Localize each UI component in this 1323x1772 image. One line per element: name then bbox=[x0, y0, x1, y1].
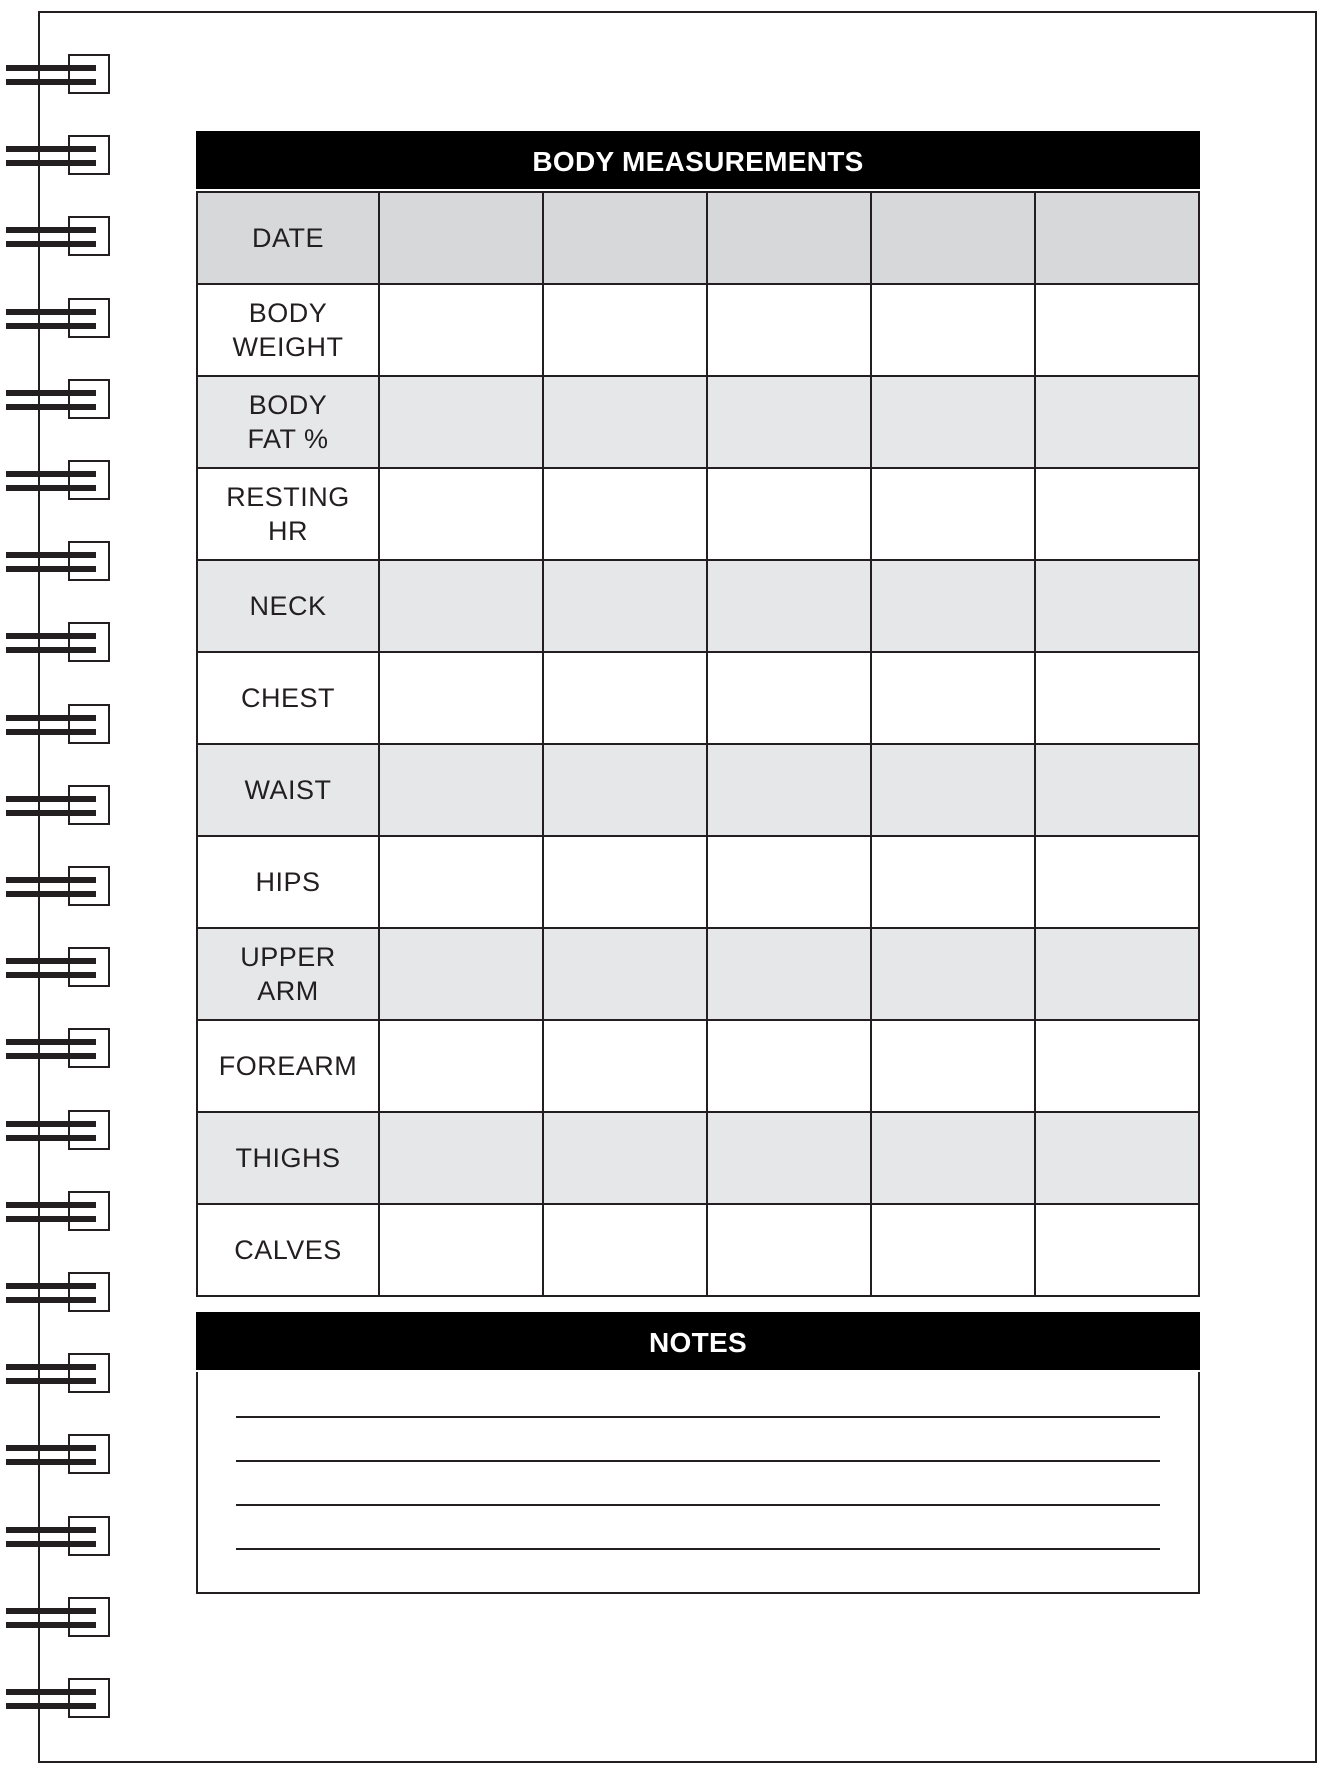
entry-cell[interactable] bbox=[1035, 928, 1199, 1020]
ring-wire bbox=[6, 729, 96, 735]
ring-wire bbox=[6, 404, 96, 410]
ring-wire bbox=[6, 1135, 96, 1141]
measurement-row bbox=[197, 560, 1199, 652]
entry-cell[interactable] bbox=[379, 468, 543, 560]
row-label bbox=[197, 1112, 379, 1204]
row-label-line: FOREARM bbox=[218, 1051, 358, 1081]
entry-cell[interactable] bbox=[707, 744, 871, 836]
entry-cell[interactable] bbox=[543, 1020, 707, 1112]
entry-cell[interactable] bbox=[543, 652, 707, 744]
ring-wire bbox=[6, 1689, 96, 1695]
ring-wire bbox=[6, 1541, 96, 1547]
entry-cell[interactable] bbox=[871, 284, 1035, 376]
entry-cell[interactable] bbox=[543, 744, 707, 836]
measurement-row bbox=[197, 928, 1199, 1020]
ring-wire bbox=[6, 647, 96, 653]
row-label-line: HR bbox=[268, 516, 308, 546]
entry-cell[interactable] bbox=[707, 192, 871, 284]
measurements-table bbox=[196, 191, 1200, 1297]
row-label bbox=[197, 744, 379, 836]
entry-cell[interactable] bbox=[379, 1204, 543, 1296]
ring-wire bbox=[6, 1608, 96, 1614]
row-label-line: NECK bbox=[249, 591, 327, 621]
ring-wire bbox=[6, 633, 96, 639]
ring-wire bbox=[6, 810, 96, 816]
binding-ring bbox=[6, 52, 114, 98]
ring-wire bbox=[6, 891, 96, 897]
entry-cell[interactable] bbox=[707, 376, 871, 468]
ring-wire bbox=[6, 1703, 96, 1709]
ring-wire bbox=[6, 1378, 96, 1384]
entry-cell[interactable] bbox=[543, 376, 707, 468]
measurement-row bbox=[197, 652, 1199, 744]
ring-hole bbox=[68, 1110, 110, 1150]
binding-ring bbox=[6, 1676, 114, 1722]
ring-wire bbox=[6, 1121, 96, 1127]
entry-cell[interactable] bbox=[1035, 1112, 1199, 1204]
entry-cell[interactable] bbox=[379, 928, 543, 1020]
row-label-line: BODY bbox=[248, 298, 328, 328]
ring-wire bbox=[6, 309, 96, 315]
binding-ring bbox=[6, 377, 114, 423]
ring-hole bbox=[68, 541, 110, 581]
entry-cell[interactable] bbox=[707, 652, 871, 744]
entry-cell[interactable] bbox=[1035, 1204, 1199, 1296]
entry-cell[interactable] bbox=[1035, 560, 1199, 652]
notes-title: NOTES bbox=[196, 1312, 1200, 1370]
entry-cell[interactable] bbox=[871, 192, 1035, 284]
notes-line bbox=[236, 1504, 1160, 1506]
notes-line bbox=[236, 1416, 1160, 1418]
row-label-line: CHEST bbox=[240, 683, 335, 713]
ring-wire bbox=[6, 1216, 96, 1222]
binding-ring bbox=[6, 1108, 114, 1154]
ring-wire bbox=[6, 146, 96, 152]
row-label bbox=[197, 928, 379, 1020]
measurement-row bbox=[197, 1204, 1199, 1296]
entry-cell[interactable] bbox=[1035, 1020, 1199, 1112]
entry-cell[interactable] bbox=[1035, 836, 1199, 928]
row-label bbox=[197, 192, 379, 284]
ring-wire bbox=[6, 1039, 96, 1045]
row-label-line: FAT % bbox=[247, 424, 329, 454]
ring-hole bbox=[68, 947, 110, 987]
ring-hole bbox=[68, 1434, 110, 1474]
binding-ring bbox=[6, 1026, 114, 1072]
binding-ring bbox=[6, 1351, 114, 1397]
ring-wire bbox=[6, 877, 96, 883]
ring-wire bbox=[6, 485, 96, 491]
binding-ring bbox=[6, 133, 114, 179]
entry-cell[interactable] bbox=[1035, 192, 1199, 284]
ring-hole bbox=[68, 704, 110, 744]
entry-cell[interactable] bbox=[871, 468, 1035, 560]
entry-cell[interactable] bbox=[379, 192, 543, 284]
entry-cell[interactable] bbox=[379, 652, 543, 744]
notes-area[interactable] bbox=[196, 1372, 1200, 1594]
binding-ring bbox=[6, 702, 114, 748]
row-label bbox=[197, 836, 379, 928]
entry-cell[interactable] bbox=[871, 928, 1035, 1020]
entry-cell[interactable] bbox=[379, 560, 543, 652]
ring-hole bbox=[68, 785, 110, 825]
row-label-line: WAIST bbox=[244, 775, 332, 805]
binding-ring bbox=[6, 620, 114, 666]
ring-wire bbox=[6, 1459, 96, 1465]
ring-wire bbox=[6, 1202, 96, 1208]
ring-hole bbox=[68, 1597, 110, 1637]
binding-ring bbox=[6, 1432, 114, 1478]
entry-cell[interactable] bbox=[543, 284, 707, 376]
ring-wire bbox=[6, 65, 96, 71]
ring-hole bbox=[68, 379, 110, 419]
binding-ring bbox=[6, 539, 114, 585]
entry-cell[interactable] bbox=[707, 1020, 871, 1112]
entry-cell[interactable] bbox=[871, 1204, 1035, 1296]
entry-cell[interactable] bbox=[1035, 376, 1199, 468]
binding-ring bbox=[6, 214, 114, 260]
row-label-line: CALVES bbox=[234, 1235, 342, 1265]
spiral-binding bbox=[0, 0, 120, 1772]
row-label bbox=[197, 1204, 379, 1296]
ring-wire bbox=[6, 227, 96, 233]
measurement-row bbox=[197, 376, 1199, 468]
binding-ring bbox=[6, 1514, 114, 1560]
ring-wire bbox=[6, 79, 96, 85]
entry-cell[interactable] bbox=[1035, 652, 1199, 744]
ring-wire bbox=[6, 1053, 96, 1059]
entry-cell[interactable] bbox=[543, 1204, 707, 1296]
ring-hole bbox=[68, 54, 110, 94]
ring-hole bbox=[68, 1678, 110, 1718]
entry-cell[interactable] bbox=[871, 652, 1035, 744]
measurement-sheet bbox=[196, 131, 1200, 1594]
entry-cell[interactable] bbox=[379, 836, 543, 928]
entry-cell[interactable] bbox=[871, 1020, 1035, 1112]
ring-wire bbox=[6, 1622, 96, 1628]
ring-hole bbox=[68, 216, 110, 256]
ring-wire bbox=[6, 1297, 96, 1303]
entry-cell[interactable] bbox=[707, 560, 871, 652]
row-label bbox=[197, 376, 379, 468]
ring-hole bbox=[68, 866, 110, 906]
row-label-line: DATE bbox=[251, 223, 324, 253]
measurement-row bbox=[197, 744, 1199, 836]
ring-hole bbox=[68, 1028, 110, 1068]
row-label-line: HIPS bbox=[255, 867, 321, 897]
entry-cell[interactable] bbox=[871, 836, 1035, 928]
entry-cell[interactable] bbox=[707, 1112, 871, 1204]
ring-wire bbox=[6, 958, 96, 964]
notes-line bbox=[236, 1548, 1160, 1550]
measurement-row bbox=[197, 836, 1199, 928]
row-label bbox=[197, 652, 379, 744]
ring-hole bbox=[68, 1353, 110, 1393]
entry-cell[interactable] bbox=[707, 928, 871, 1020]
ring-wire bbox=[6, 715, 96, 721]
row-label bbox=[197, 284, 379, 376]
binding-ring bbox=[6, 783, 114, 829]
row-label bbox=[197, 468, 379, 560]
entry-cell[interactable] bbox=[707, 284, 871, 376]
entry-cell[interactable] bbox=[379, 744, 543, 836]
entry-cell[interactable] bbox=[1035, 468, 1199, 560]
ring-hole bbox=[68, 298, 110, 338]
ring-wire bbox=[6, 323, 96, 329]
entry-cell[interactable] bbox=[379, 284, 543, 376]
ring-wire bbox=[6, 796, 96, 802]
entry-cell[interactable] bbox=[1035, 284, 1199, 376]
measurement-row bbox=[197, 1020, 1199, 1112]
notes-line bbox=[236, 1460, 1160, 1462]
row-label bbox=[197, 1020, 379, 1112]
measurement-row bbox=[197, 192, 1199, 284]
ring-wire bbox=[6, 471, 96, 477]
entry-cell[interactable] bbox=[707, 1204, 871, 1296]
binding-ring bbox=[6, 1189, 114, 1235]
ring-hole bbox=[68, 460, 110, 500]
ring-wire bbox=[6, 1445, 96, 1451]
ring-wire bbox=[6, 1364, 96, 1370]
ring-wire bbox=[6, 160, 96, 166]
binding-ring bbox=[6, 1595, 114, 1641]
ring-wire bbox=[6, 1283, 96, 1289]
row-label-line: RESTING bbox=[226, 482, 350, 512]
ring-wire bbox=[6, 552, 96, 558]
entry-cell[interactable] bbox=[871, 744, 1035, 836]
entry-cell[interactable] bbox=[379, 1020, 543, 1112]
binding-ring bbox=[6, 945, 114, 991]
entry-cell[interactable] bbox=[871, 1112, 1035, 1204]
body-measurements-title: BODY MEASUREMENTS bbox=[196, 131, 1200, 189]
row-label bbox=[197, 560, 379, 652]
entry-cell[interactable] bbox=[379, 376, 543, 468]
ring-wire bbox=[6, 241, 96, 247]
row-label-line: THIGHS bbox=[235, 1143, 341, 1173]
entry-cell[interactable] bbox=[707, 836, 871, 928]
entry-cell[interactable] bbox=[543, 928, 707, 1020]
measurement-row bbox=[197, 284, 1199, 376]
ring-wire bbox=[6, 1527, 96, 1533]
binding-ring bbox=[6, 864, 114, 910]
entry-cell[interactable] bbox=[543, 468, 707, 560]
notes-section bbox=[196, 1312, 1200, 1594]
ring-hole bbox=[68, 1191, 110, 1231]
ring-wire bbox=[6, 972, 96, 978]
entry-cell[interactable] bbox=[707, 468, 871, 560]
measurement-row bbox=[197, 468, 1199, 560]
ring-hole bbox=[68, 1516, 110, 1556]
ring-hole bbox=[68, 135, 110, 175]
entry-cell[interactable] bbox=[1035, 744, 1199, 836]
binding-ring bbox=[6, 296, 114, 342]
entry-cell[interactable] bbox=[871, 376, 1035, 468]
ring-wire bbox=[6, 390, 96, 396]
entry-cell[interactable] bbox=[543, 560, 707, 652]
ring-hole bbox=[68, 1272, 110, 1312]
entry-cell[interactable] bbox=[543, 1112, 707, 1204]
entry-cell[interactable] bbox=[379, 1112, 543, 1204]
ring-hole bbox=[68, 622, 110, 662]
entry-cell[interactable] bbox=[871, 560, 1035, 652]
row-label-line: UPPER bbox=[240, 942, 336, 972]
row-label-line: ARM bbox=[257, 976, 319, 1006]
measurement-row bbox=[197, 1112, 1199, 1204]
entry-cell[interactable] bbox=[543, 836, 707, 928]
binding-ring bbox=[6, 458, 114, 504]
ring-wire bbox=[6, 566, 96, 572]
row-label-line: WEIGHT bbox=[232, 332, 344, 362]
row-label-line: BODY bbox=[248, 390, 328, 420]
entry-cell[interactable] bbox=[543, 192, 707, 284]
binding-ring bbox=[6, 1270, 114, 1316]
